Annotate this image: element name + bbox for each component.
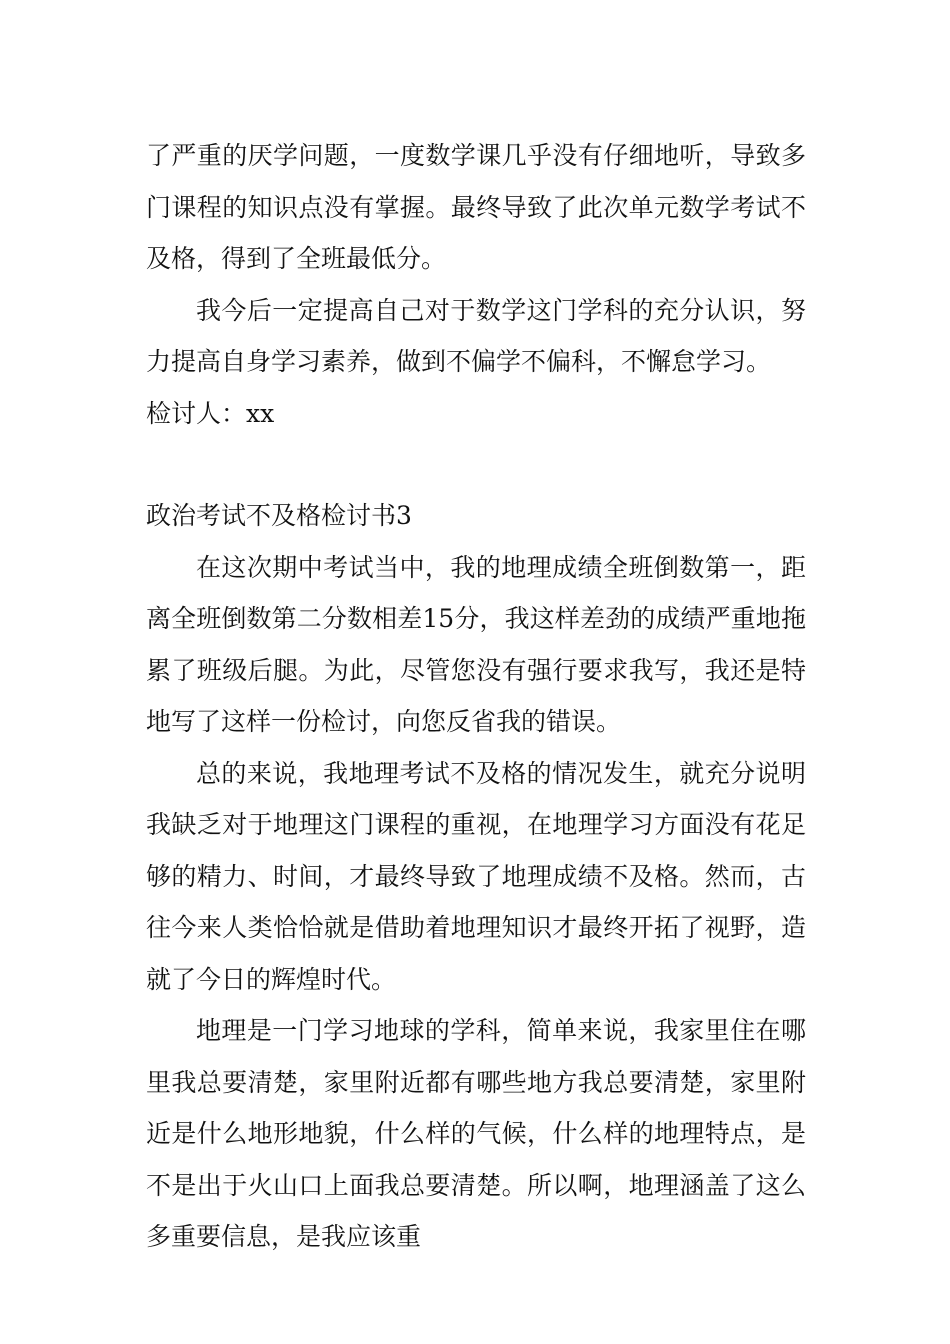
paragraph-geography: 地理是一门学习地球的学科，简单来说，我家里住在哪里我总要清楚，家里附近都有哪些地方我总要清楚，家里附近是什么地形地貌，什么样的气候，什么样的地理特点，是不是出于火山口上面我总要清楚。所以啊，地理涵盖了这么多重要信息，是我应该重 (146, 1016, 806, 1251)
paragraph-intro: 在这次期中考试当中，我的地理成绩全班倒数第一，距离全班倒数第二分数相差15分，我这样差劲的成绩严重地拖累了班级后腿。为此，尽管您没有强行要求我写，我还是特地写了这样一份检讨，向您反省我的错误。 (146, 552, 806, 736)
section-heading: 政治考试不及格检讨书3 (146, 501, 412, 530)
paragraph-reflection: 总的来说，我地理考试不及格的情况发生，就充分说明我缺乏对于地理这门课程的重视，在地理学习方面没有花足够的精力、时间，才最终导致了地理成绩不及格。然而，古往今来人类恰恰就是借助着地理知识才最终开拓了视野，造就了今日的辉煌时代。 (146, 758, 806, 994)
document-body (146, 130, 806, 1263)
paragraph-continuation: 了严重的厌学问题，一度数学课几乎没有仔细地听，导致多门课程的知识点没有掌握。最终导致了此次单元数学考试不及格，得到了全班最低分。 (146, 141, 806, 273)
signature-line: 检讨人：xx (146, 398, 275, 428)
paragraph-resolution: 我今后一定提高自己对于数学这门学科的充分认识，努力提高自身学习素养，做到不偏学不偏科，不懈怠学习。 (146, 295, 806, 376)
